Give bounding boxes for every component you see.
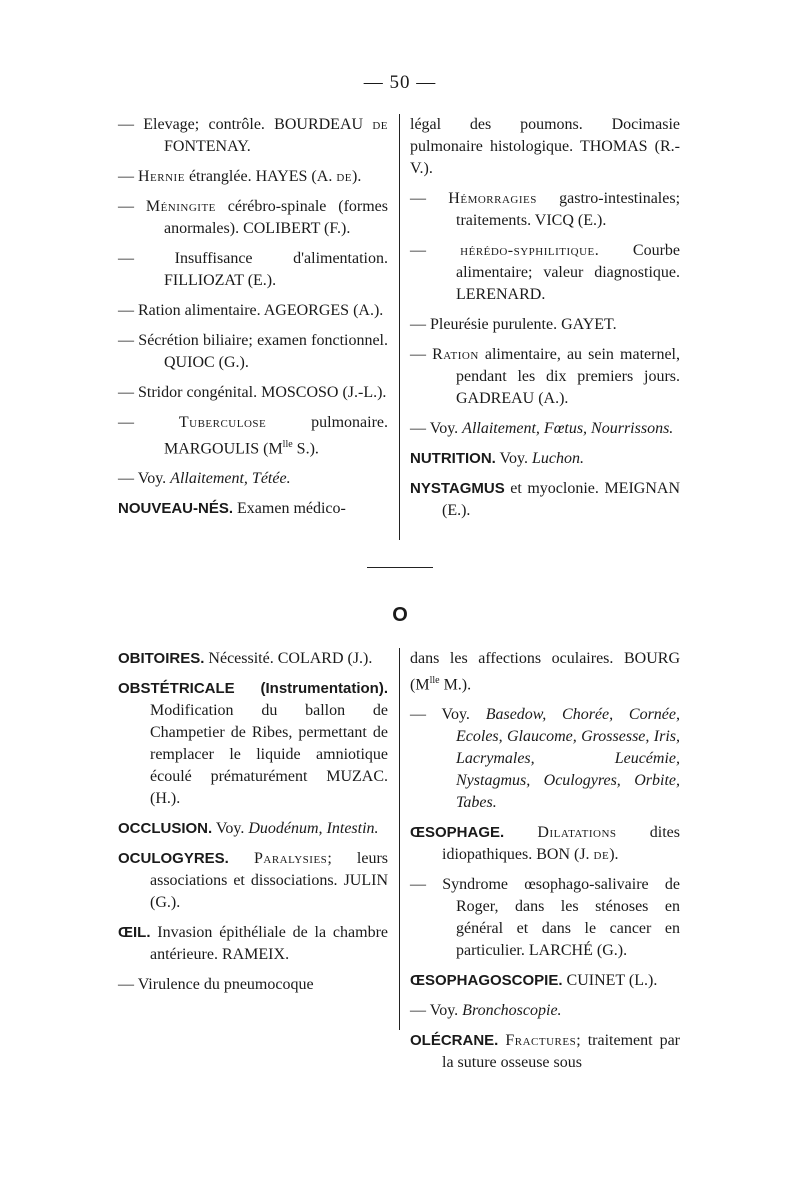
entry-text: Luchon. [532, 450, 584, 467]
entry-text: Fractures [505, 1032, 577, 1050]
index-entry [118, 678, 388, 810]
entry-text: — [118, 198, 146, 215]
entry-text: étranglée. HAYES (A. [184, 168, 337, 185]
entry-text: S.). [292, 440, 319, 458]
index-subentry [118, 330, 388, 374]
entry-text: — Voy. [118, 470, 171, 488]
entry-text: cérébro-spinale (formes anormales). COLIBERT (F.). [164, 198, 388, 237]
section-rule [367, 567, 433, 568]
entry-text: — Elevage; contrôle. BOURDEAU [118, 116, 373, 133]
entry-heading: OLÉCRANE. [410, 1032, 499, 1050]
entry-text: et myoclonie. MEIGNAN (E.). [442, 480, 680, 519]
entry-text: alimentaire, au sein maternel, pendant les dix premiers jours. GADREAU (A.). [456, 346, 680, 407]
entry-text: ). [351, 168, 362, 185]
index-entry [118, 498, 388, 520]
entry-text: — Insuffisance d'alimentation. FILLIOZAT (E.). [118, 250, 388, 289]
column-divider [399, 114, 400, 540]
column-left [118, 648, 388, 1004]
index-subentry [410, 314, 680, 336]
page-number: — 50 — [363, 72, 437, 93]
index-subentry [118, 248, 388, 292]
index-entry [410, 478, 680, 522]
entry-text: Méningite [145, 198, 216, 215]
index-subentry [118, 382, 388, 404]
entry-text: — Voy. [410, 1002, 463, 1020]
index-entry [410, 1030, 680, 1074]
entry-text: Hémorragies [448, 190, 537, 207]
entry-heading: ŒSOPHAGE. [410, 824, 505, 842]
entry-text: — Pleurésie purulente. GAYET. [410, 316, 617, 333]
entry-text: hérédo-syphilitique [460, 242, 595, 259]
entry-text: Paralysies [254, 850, 328, 867]
index-subentry [118, 412, 388, 460]
entry-text [229, 850, 254, 867]
index-subentry [410, 188, 680, 232]
entry-heading: OBSTÉTRICALE (Instrumentation). [118, 680, 388, 697]
entry-text: Nécessité. COLARD (J.). [204, 650, 373, 667]
index-subentry [118, 300, 388, 322]
entry-text: ; traitement par la suture osseuse sous [442, 1032, 681, 1072]
entry-text: Bronchoscopie. [462, 1002, 562, 1020]
column-right [410, 114, 680, 530]
index-subentry [118, 196, 388, 240]
entry-heading: OBITOIRES. [118, 650, 205, 667]
index-entry [410, 970, 680, 992]
index-subentry [118, 114, 388, 158]
entry-text: lle [429, 675, 440, 686]
entry-text: FONTENAY. [164, 138, 251, 155]
index-subentry [410, 704, 680, 814]
index-entry [410, 448, 680, 470]
index-entry [410, 822, 680, 866]
index-subentry [410, 1000, 680, 1022]
index-entry [118, 818, 388, 840]
entry-text: — Ration alimentaire. AGEORGES (A.). [118, 302, 384, 319]
entry-text: lle [282, 439, 293, 450]
entry-text: — [118, 168, 138, 185]
entry-text: CUINET (L.). [562, 972, 658, 990]
index-subentry [118, 974, 388, 996]
entry-text: Dilatations [537, 824, 617, 842]
entry-text: — Voy. [410, 706, 486, 724]
entry-text: Modification du ballon de Champetier de Ribes, permettant de remplacer le liquide amniotique écoulé prématurément MUZAC. (H.). [150, 702, 388, 807]
index-subentry [118, 468, 388, 490]
entry-text: — [410, 242, 461, 259]
entry-text: Ration [432, 346, 479, 363]
entry-text: ). [609, 846, 619, 864]
index-entry [118, 848, 388, 914]
entry-heading: NUTRITION. [410, 450, 496, 467]
entry-heading: NOUVEAU-NÉS. [118, 500, 234, 518]
column-left [118, 114, 388, 528]
index-section-o [118, 648, 700, 1072]
entry-text: gastro-intestinales; traitements. VICQ (E.). [456, 190, 681, 229]
section-letter: O [392, 604, 408, 626]
entry-text: dans les affections oculaires. BOURG (M [410, 650, 680, 694]
entry-text: Voy. [212, 820, 249, 837]
entry-text: Basedow, Chorée, Cornée, Ecoles, Glaucome, Grossesse, Iris, Lacrymales, Leucémie, Nystagmus, Oculogyres, Orbite, Tabes. [456, 706, 680, 812]
entry-text: — [410, 190, 449, 207]
entry-text: — Virulence du pneumocoque [118, 976, 314, 993]
index-entry [118, 922, 388, 966]
index-subentry [410, 874, 680, 962]
index-continuation [410, 648, 680, 696]
entry-heading: NYSTAGMUS [410, 480, 505, 497]
entry-heading: OCULOGYRES. [118, 850, 229, 867]
entry-text: Duodénum, Intestin. [248, 820, 379, 837]
entry-text: Voy. [495, 450, 532, 467]
entry-text: légal des poumons. Docimasie pulmonaire histologique. THOMAS (R.-V.). [410, 116, 680, 177]
entry-text: — Sécrétion biliaire; examen fonctionnel. QUIOC (G.). [118, 332, 388, 371]
entry-text: de [336, 168, 352, 185]
entry-text: — Syndrome œsophago-salivaire de Roger, dans les sténoses en général et dans le cancer en particulier. LARCHÉ (G.). [410, 876, 680, 960]
index-subentry [410, 344, 680, 410]
entry-text: . Courbe alimentaire; valeur diagnostique. LERENARD. [456, 242, 680, 303]
entry-heading: ŒSOPHAGOSCOPIE. [410, 972, 563, 990]
index-subentry [118, 166, 388, 188]
entry-text: Tuberculose [178, 414, 267, 431]
entry-text: de [593, 846, 610, 864]
entry-text [504, 824, 537, 841]
index-subentry [410, 418, 680, 440]
index-subentry [410, 240, 680, 306]
index-continuation [410, 114, 680, 180]
entry-text: Examen médico- [233, 500, 346, 518]
entry-text: ; leurs associations et dissociations. JULIN (G.). [150, 850, 388, 911]
entry-heading: OCCLUSION. [118, 820, 213, 837]
entry-text: Invasion épithéliale de la chambre antérieure. RAMEIX. [150, 924, 388, 963]
entry-text: Allaitement, Fœtus, Nourrissons. [462, 420, 674, 437]
entry-text: — [410, 346, 433, 363]
entry-text: — [118, 414, 179, 431]
entry-text: dites idiopathiques. BON (J. [442, 824, 680, 864]
entry-text: Allaitement, Tétée. [170, 470, 291, 488]
index-entry [118, 648, 388, 670]
entry-text: M.). [439, 676, 472, 694]
column-right [410, 648, 680, 1082]
entry-text: — Voy. [410, 420, 463, 437]
entry-text: pulmonaire. MARGOULIS (M [164, 414, 388, 458]
entry-text: — Stridor congénital. MOSCOSO (J.-L.). [118, 384, 387, 401]
column-divider [399, 648, 400, 1030]
entry-text: Hernie [138, 168, 185, 185]
entry-text: de [372, 116, 388, 133]
index-section-n [118, 114, 700, 540]
entry-heading: ŒIL. [118, 924, 151, 941]
